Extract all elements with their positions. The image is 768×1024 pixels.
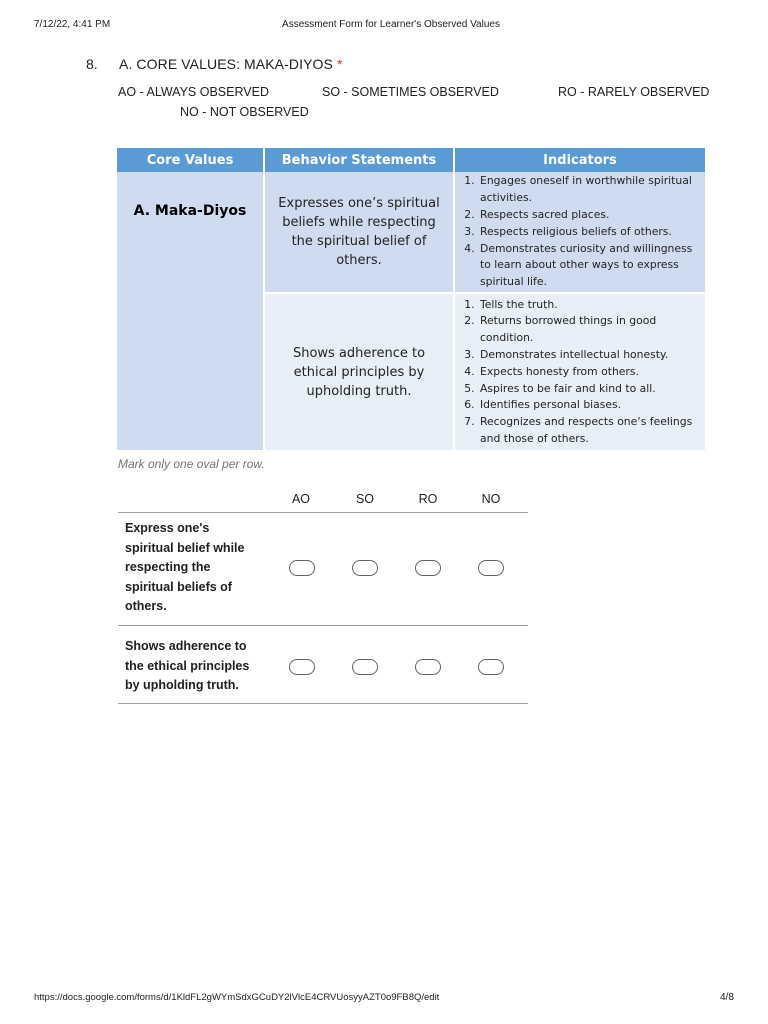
radio-oval-so[interactable]: [352, 560, 378, 576]
indicators-cell: [454, 293, 706, 451]
radio-oval-ao[interactable]: [289, 659, 315, 675]
table-header-behavior-statements: Behavior Statements: [264, 148, 454, 172]
grid-instruction: Mark only one oval per row.: [118, 457, 265, 471]
behavior-statement: Shows adherence to ethical principles by upholding truth.: [292, 345, 426, 399]
grid-divider: [118, 625, 528, 626]
table-header-indicators: Indicators: [454, 148, 706, 172]
grid-column-so: SO: [355, 492, 375, 506]
table-header-core-values: Core Values: [117, 148, 264, 172]
grid-column-ro: RO: [418, 492, 438, 506]
question-title: [119, 56, 343, 72]
radio-oval-no[interactable]: [478, 560, 504, 576]
indicators-list: [456, 173, 704, 291]
behavior-cell: [264, 172, 454, 293]
core-value-label: A. Maka-Diyos: [133, 203, 247, 220]
core-values-table-image: [117, 148, 707, 452]
indicator-item: 4. Expects honesty from others.: [478, 364, 700, 381]
indicator-item: 5. Aspires to be fair and kind to all.: [478, 381, 700, 398]
legend-ao: AO - ALWAYS OBSERVED: [118, 85, 269, 99]
choice-grid: [118, 487, 528, 707]
indicator-item: 4. Demonstrates curiosity and willingness to learn about other ways to express spiritual life.: [478, 241, 700, 291]
grid-column-no: NO: [481, 492, 501, 506]
radio-oval-ao[interactable]: [289, 560, 315, 576]
legend-ro: RO - RARELY OBSERVED: [558, 85, 710, 99]
behavior-cell: [264, 293, 454, 451]
indicator-item: 1. Tells the truth.: [478, 297, 700, 314]
indicator-item: 2. Respects sacred places.: [478, 207, 700, 224]
legend-no: NO - NOT OBSERVED: [180, 105, 309, 119]
grid-divider: [118, 512, 528, 513]
grid-divider: [118, 703, 528, 704]
indicators-cell: [454, 172, 706, 293]
print-title: Assessment Form for Learner's Observed Values: [282, 19, 500, 30]
footer-url: https://docs.google.com/forms/d/1KldFL2gWYmSdxGCuDY2lVlcE4CRVUosyyAZT0o9FB8Q/edit: [34, 992, 440, 1003]
grid-row-label: Shows adherence to the ethical principles by upholding truth.: [125, 639, 250, 693]
indicator-item: 2. Returns borrowed things in good condition.: [478, 313, 700, 347]
indicators-list: [456, 297, 704, 448]
grid-column-ao: AO: [291, 492, 311, 506]
legend-so: SO - SOMETIMES OBSERVED: [322, 85, 499, 99]
required-asterisk: *: [336, 56, 343, 72]
behavior-statement: Expresses one’s spiritual beliefs while respecting the spiritual belief of others.: [278, 196, 440, 269]
footer-page-number: 4/8: [720, 992, 734, 1003]
grid-row-label: Express one's spiritual belief while respecting the spiritual beliefs of others.: [125, 521, 245, 614]
print-datetime: 7/12/22, 4:41 PM: [34, 19, 111, 30]
indicator-item: 6. Identifies personal biases.: [478, 397, 700, 414]
radio-oval-no[interactable]: [478, 659, 504, 675]
question-number: 8.: [86, 56, 98, 72]
question-title-text: A. CORE VALUES: MAKA-DIYOS: [119, 56, 333, 72]
indicator-item: 3. Demonstrates intellectual honesty.: [478, 347, 700, 364]
radio-oval-ro[interactable]: [415, 659, 441, 675]
indicator-item: 3. Respects religious beliefs of others.: [478, 224, 700, 241]
indicator-item: 1. Engages oneself in worthwhile spiritual activities.: [478, 173, 700, 207]
radio-oval-ro[interactable]: [415, 560, 441, 576]
indicator-item: 7. Recognizes and respects one’s feelings and those of others.: [478, 414, 700, 448]
radio-oval-so[interactable]: [352, 659, 378, 675]
core-value-cell: [117, 172, 264, 451]
